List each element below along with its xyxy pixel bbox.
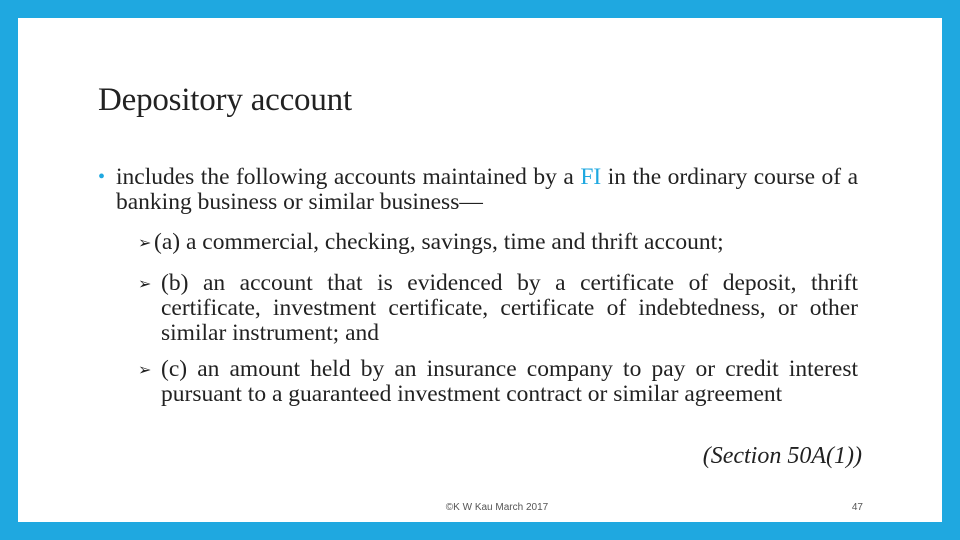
sub-item-b xyxy=(138,271,858,346)
bullet-text-after: in the ordinary course of a banking business or similar business— xyxy=(116,164,859,215)
sub-item-text: (c) an amount held by an insurance company to pay or credit interest pursuant to a guaranteed investment contract or similar agreement xyxy=(161,356,858,407)
main-bullet-text xyxy=(98,165,858,215)
sub-item-a xyxy=(138,230,858,255)
footer-author-text: ©K W Kau March 2017 xyxy=(445,502,549,513)
footer-author xyxy=(18,502,942,513)
arrow-bullet-icon: ➢ xyxy=(138,274,152,293)
main-bullet xyxy=(98,165,858,215)
bullet-dot-icon: • xyxy=(98,166,106,188)
sub-item-text: (a) a commercial, checking, savings, time and thrift account; xyxy=(154,229,724,255)
bullet-text-before: includes the following accounts maintained by a xyxy=(116,164,574,190)
arrow-bullet-icon: ➢ xyxy=(138,233,152,252)
slide-title: Depository account xyxy=(98,82,352,118)
section-reference: (Section 50A(1)) xyxy=(702,443,862,469)
sub-item-text: (b) an account that is evidenced by a certificate of deposit, thrift certificate, investment certificate, certificate of indebtedness, or other similar instrument; and xyxy=(161,270,858,346)
slide xyxy=(18,18,942,522)
page-number: 47 xyxy=(851,502,863,513)
fi-highlight: FI xyxy=(580,164,602,190)
arrow-bullet-icon: ➢ xyxy=(138,360,152,379)
sub-item-c xyxy=(138,357,858,407)
